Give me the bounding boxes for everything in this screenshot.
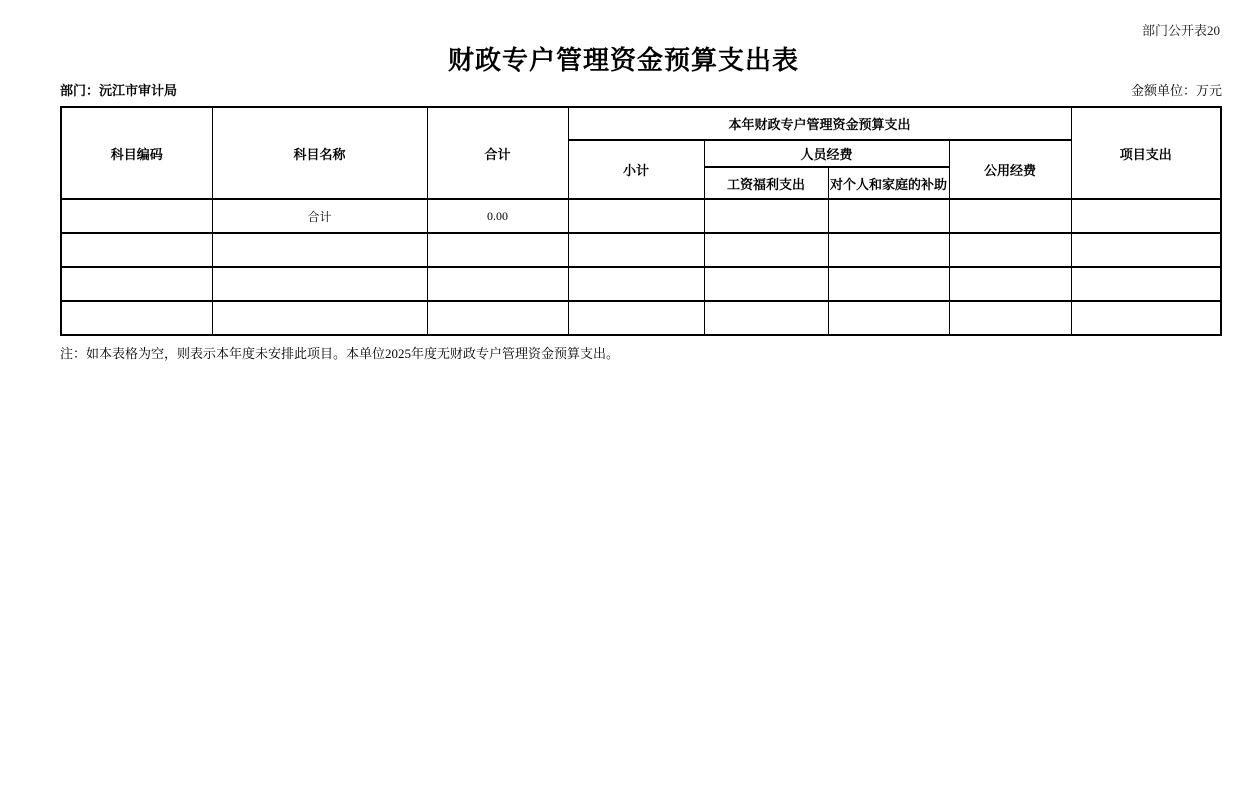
cell-salary-welfare xyxy=(704,233,828,267)
cell-public-funds xyxy=(949,233,1071,267)
header-current-year-group: 本年财政专户管理资金预算支出 xyxy=(568,107,1071,140)
cell-public-funds xyxy=(949,267,1071,301)
header-subject-code: 科目编码 xyxy=(61,107,212,199)
cell-total: 0.00 xyxy=(427,199,568,233)
cell-subject-name xyxy=(212,267,427,301)
cell-subject-code xyxy=(61,267,212,301)
cell-project-expenditure xyxy=(1071,267,1221,301)
page-title: 财政专户管理资金预算支出表 xyxy=(447,46,799,75)
cell-total xyxy=(427,267,568,301)
table-row xyxy=(61,233,1221,267)
cell-total xyxy=(427,301,568,335)
cell-subtotal xyxy=(568,199,704,233)
cell-public-funds xyxy=(949,199,1071,233)
header-individual-family-subsidy: 对个人和家庭的补助 xyxy=(828,167,949,199)
cell-subject-code xyxy=(61,233,212,267)
cell-total xyxy=(427,233,568,267)
header-subtotal: 小计 xyxy=(568,140,704,199)
cell-subtotal xyxy=(568,233,704,267)
budget-expenditure-table xyxy=(60,106,1222,336)
cell-subject-name xyxy=(212,233,427,267)
cell-subtotal xyxy=(568,301,704,335)
cell-salary-welfare xyxy=(704,301,828,335)
cell-project-expenditure xyxy=(1071,233,1221,267)
unit-label: 金额单位：万元 xyxy=(1130,83,1222,98)
cell-subject-name xyxy=(212,301,427,335)
cell-public-funds xyxy=(949,301,1071,335)
cell-individual-family-subsidy xyxy=(828,233,949,267)
cell-subject-name: 合计 xyxy=(212,199,427,233)
table-note: 注：如本表格为空，则表示本年度未安排此项目。本单位2025年度无财政专户管理资金预算支出。 xyxy=(60,346,620,361)
cell-project-expenditure xyxy=(1071,199,1221,233)
cell-project-expenditure xyxy=(1071,301,1221,335)
meta-row xyxy=(60,80,1222,99)
header-project-expenditure: 项目支出 xyxy=(1071,107,1221,199)
header-subject-name: 科目名称 xyxy=(212,107,427,199)
header-personnel-group: 人员经费 xyxy=(704,140,949,167)
cell-individual-family-subsidy xyxy=(828,301,949,335)
table-row xyxy=(61,199,1221,233)
cell-subject-code xyxy=(61,199,212,233)
header-public-funds: 公用经费 xyxy=(949,140,1071,199)
cell-salary-welfare xyxy=(704,199,828,233)
cell-subject-code xyxy=(61,301,212,335)
table-row xyxy=(61,267,1221,301)
table-row xyxy=(61,301,1221,335)
corner-label: 部门公开表20 xyxy=(1141,23,1220,38)
cell-salary-welfare xyxy=(704,267,828,301)
cell-subtotal xyxy=(568,267,704,301)
department-label: 部门：沅江市审计局 xyxy=(60,83,178,98)
header-salary-welfare: 工资福利支出 xyxy=(704,167,828,199)
cell-individual-family-subsidy xyxy=(828,199,949,233)
cell-individual-family-subsidy xyxy=(828,267,949,301)
header-total: 合计 xyxy=(427,107,568,199)
